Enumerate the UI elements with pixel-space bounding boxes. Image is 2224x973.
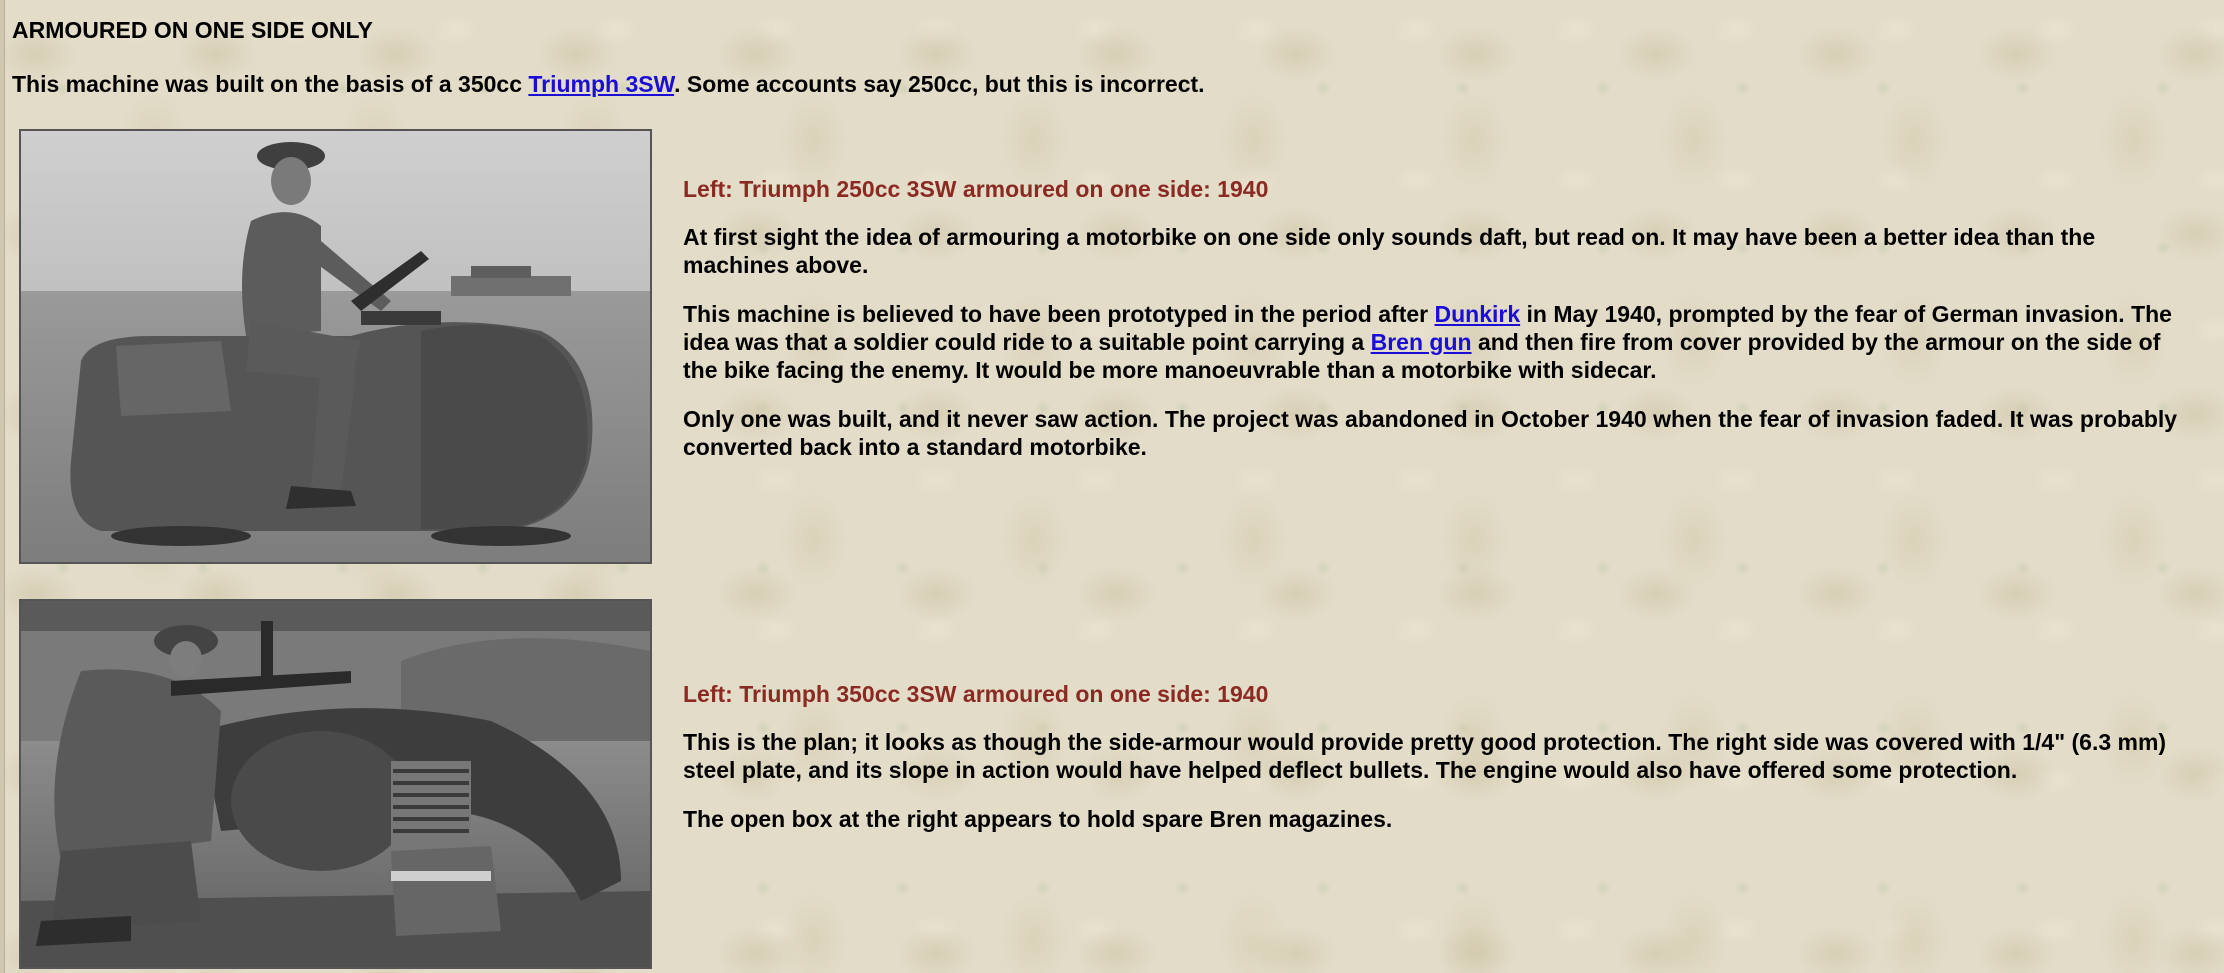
section-1-text bbox=[683, 175, 2198, 482]
triumph-3sw-link[interactable]: Triumph 3SW bbox=[528, 71, 675, 97]
page-title: ARMOURED ON ONE SIDE ONLY bbox=[12, 17, 373, 43]
photo-triumph-350cc-armoured-bren bbox=[19, 599, 652, 969]
intro-text-after: . Some accounts say 250cc, but this is incorrect. bbox=[674, 71, 1205, 97]
dunkirk-link[interactable]: Dunkirk bbox=[1434, 301, 1521, 327]
section-2-text bbox=[683, 680, 2198, 854]
page-left-border bbox=[0, 0, 5, 973]
photo-triumph-250cc-armoured-rider bbox=[19, 129, 652, 564]
section-1-paragraph-2 bbox=[683, 300, 2198, 384]
section-1-paragraph-3: Only one was built, and it never saw action. The project was abandoned in October 1940 when the fear of invasion faded. It was probably converted back into a standard motorbike. bbox=[683, 406, 2178, 460]
section-2-paragraph-2: The open box at the right appears to hold spare Bren magazines. bbox=[683, 806, 1393, 832]
bren-gun-link[interactable]: Bren gun bbox=[1370, 329, 1472, 355]
intro-text-before: This machine was built on the basis of a 350cc bbox=[12, 71, 529, 97]
section-2-paragraph-1: This is the plan; it looks as though the side-armour would provide pretty good protection. The right side was covered with 1/4" (6.3 mm) steel plate, and its slope in action would have helped deflect bullets. The engine would also have offered some protection. bbox=[683, 729, 2167, 783]
section-1-caption: Left: Triumph 250cc 3SW armoured on one side: 1940 bbox=[683, 176, 1269, 202]
section-1-paragraph-2-part-3: and then fire from cover provided by the armour on the side of the bike facing the enemy. It would be more manoeuvrable than a motorbike with sidecar. bbox=[683, 329, 2161, 383]
section-1-paragraph-1: At first sight the idea of armouring a motorbike on one side only sounds daft, but read on. It may have been a better idea than the machines above. bbox=[683, 224, 2096, 278]
intro-paragraph bbox=[12, 70, 1205, 98]
section-1-paragraph-2-part-2: in May 1940, prompted by the fear of German invasion. The idea was that a soldier could ride to a suitable point carrying a bbox=[683, 301, 2172, 355]
section-1-paragraph-2-part-1: This machine is believed to have been prototyped in the period after bbox=[683, 301, 1435, 327]
section-2-caption: Left: Triumph 350cc 3SW armoured on one side: 1940 bbox=[683, 681, 1269, 707]
